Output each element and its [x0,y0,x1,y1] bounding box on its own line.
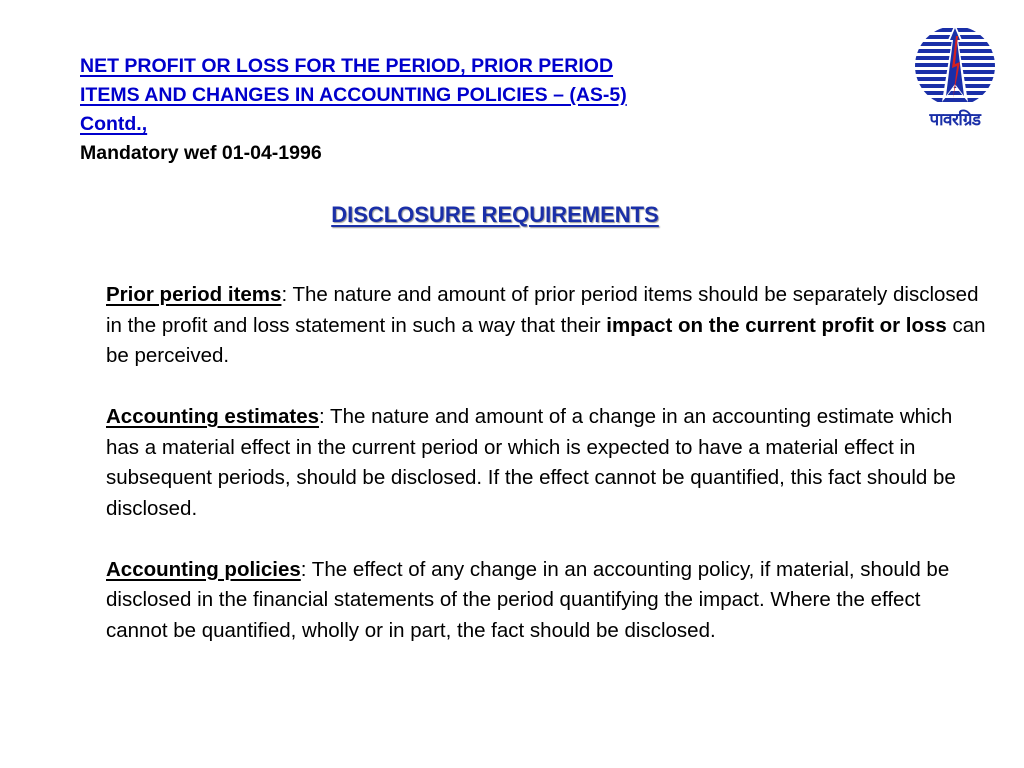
estimates-text: : The nature and amount of a change in an accounting estimate which has a material effect in the current period or which is expected to have a material effect in subsequent periods, should be disclosed. If the effect cannot be quantified, this fact should be disclosed. [106,405,956,520]
paragraph-estimates [106,402,986,524]
prior-period-bold: impact on the current profit or loss [606,313,947,337]
paragraph-policies [106,555,986,647]
powergrid-globe-icon [908,22,1002,110]
term-policies: Accounting policies [106,557,301,581]
policies-text: : The effect of any change in an accounting policy, if material, should be disclosed in the financial statements of the period quantifying the impact. Where the effect cannot be quantified, wholly or in part, the fact should be disclosed. [106,557,950,642]
prior-period-text-2: can be perceived. [106,313,986,367]
slide-title [80,52,840,168]
term-estimates: Accounting estimates [106,405,320,428]
term-prior-period: Prior period items [106,283,282,306]
title-line-3: Contd., [80,113,148,135]
body-text [106,280,986,677]
powergrid-logo [908,22,1002,134]
prior-period-text-1: : The nature and amount of prior period items should be separately disclosed in the profit and loss statement in such a way that their [106,283,979,337]
mandatory-date: Mandatory wef 01-04-1996 [80,142,322,164]
logo-text: पावरग्रिड [929,110,981,130]
section-heading: DISCLOSURE REQUIREMENTS [331,202,659,227]
paragraph-prior-period [106,280,986,372]
title-line-1: NET PROFIT OR LOSS FOR THE PERIOD, PRIOR PERIOD [80,55,614,77]
title-line-2: ITEMS AND CHANGES IN ACCOUNTING POLICIES – (AS-5) [80,84,627,106]
